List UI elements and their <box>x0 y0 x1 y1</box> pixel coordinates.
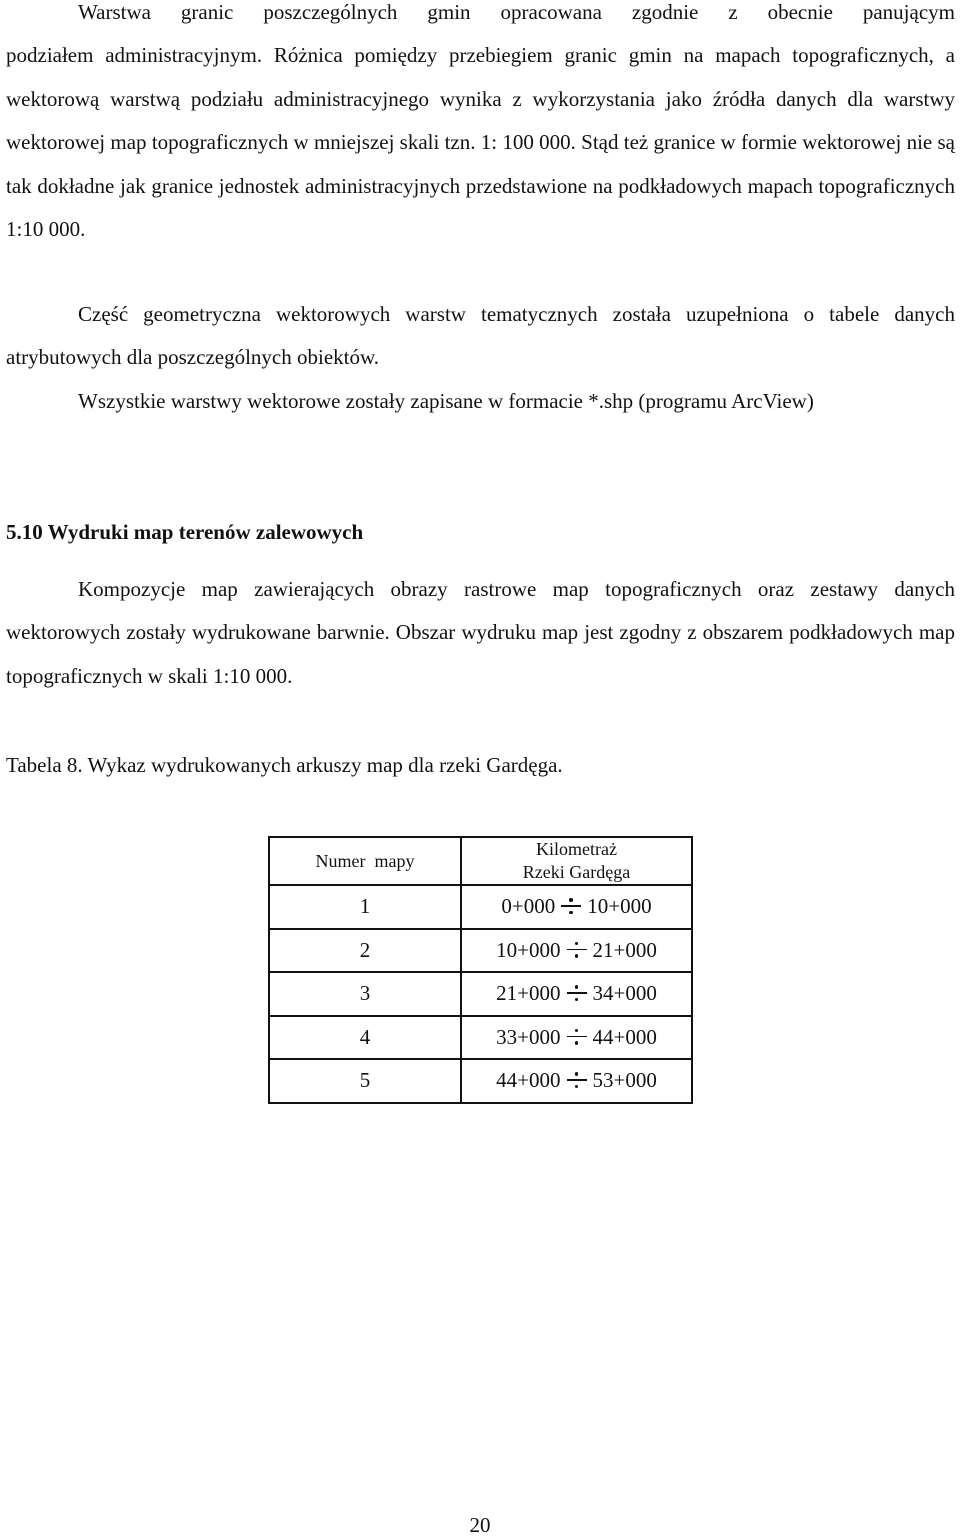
division-sign-icon <box>561 897 581 915</box>
header-map-number: Numer mapy <box>269 837 461 885</box>
kilometrage-cell <box>461 1016 692 1060</box>
page-number: 20 <box>469 1513 491 1537</box>
header-kilometrage-line1: Kilometraż <box>536 839 617 859</box>
km-from: 33+000 <box>496 1024 561 1049</box>
table-row <box>269 972 692 1016</box>
map-number-cell: 2 <box>269 929 461 973</box>
table-row <box>269 929 692 973</box>
km-from: 44+000 <box>496 1068 561 1093</box>
paragraph-boundaries-first-line: Warstwa granic poszczególnych gmin opracowana zgodnie z obecnie panującym <box>78 0 955 24</box>
table-caption: Tabela 8. Wykaz wydrukowanych arkuszy map dla rzeki Gardęga. <box>6 753 563 777</box>
kilometrage-cell <box>461 972 692 1016</box>
map-number-cell: 3 <box>269 972 461 1016</box>
table-row <box>269 885 692 929</box>
section-paragraph: Kompozycje map zawierających obrazy rastrowe map topograficznych oraz zestawy danych wektorowych zostały wydrukowane barwnie. Obszar wydruku map jest zgodny z obszarem podkładowych map topograficznych w skali 1:10 000. <box>6 577 955 688</box>
division-sign-icon <box>567 941 587 959</box>
paragraph-attributes: Część geometryczna wektorowych warstw tematycznych została uzupełniona o tabele danych atrybutowych dla poszczególnych obiektów. <box>6 302 955 370</box>
paragraph-boundaries <box>6 0 955 251</box>
km-to: 53+000 <box>592 1068 657 1093</box>
header-kilometrage-line2: Rzeki Gardęga <box>522 862 631 882</box>
section-heading: 5.10 Wydruki map terenów zalewowych <box>6 520 364 544</box>
paragraph-shp-format: Wszystkie warstwy wektorowe zostały zapisane w formacie *.shp (programu ArcView) <box>78 389 814 413</box>
table-row <box>269 1059 692 1103</box>
km-from: 21+000 <box>496 981 561 1006</box>
km-from: 10+000 <box>496 937 561 962</box>
division-sign-icon <box>567 984 587 1002</box>
km-to: 44+000 <box>592 1024 657 1049</box>
km-to: 21+000 <box>592 937 657 962</box>
kilometrage-cell <box>461 1059 692 1103</box>
map-sheets-table <box>268 836 693 1104</box>
km-from: 0+000 <box>501 894 556 919</box>
km-to: 10+000 <box>587 894 652 919</box>
map-number-cell: 5 <box>269 1059 461 1103</box>
kilometrage-cell <box>461 885 692 929</box>
table-header-row <box>269 837 692 885</box>
division-sign-icon <box>567 1071 587 1089</box>
division-sign-icon <box>567 1028 587 1046</box>
table-row <box>269 1016 692 1060</box>
kilometrage-cell <box>461 929 692 973</box>
map-number-cell: 4 <box>269 1016 461 1060</box>
km-to: 34+000 <box>592 981 657 1006</box>
header-river-kilometrage <box>461 837 692 885</box>
paragraph-boundaries-rest: podziałem administracyjnym. Różnica pomiędzy przebiegiem granic gmin na mapach topograficznych, a wektorową warstwą podziału administracyjnego wynika z wykorzystania jako źródła danych dla warstwy wektorowej map topograficznych w mniejszej skali tzn. 1: 100 000. Stąd też granice w formie wektorowej nie są tak dokładne jak granice jednostek administracyjnych przedstawione na podkładowych mapach topograficznych 1:10 000. <box>6 43 955 242</box>
map-number-cell: 1 <box>269 885 461 929</box>
